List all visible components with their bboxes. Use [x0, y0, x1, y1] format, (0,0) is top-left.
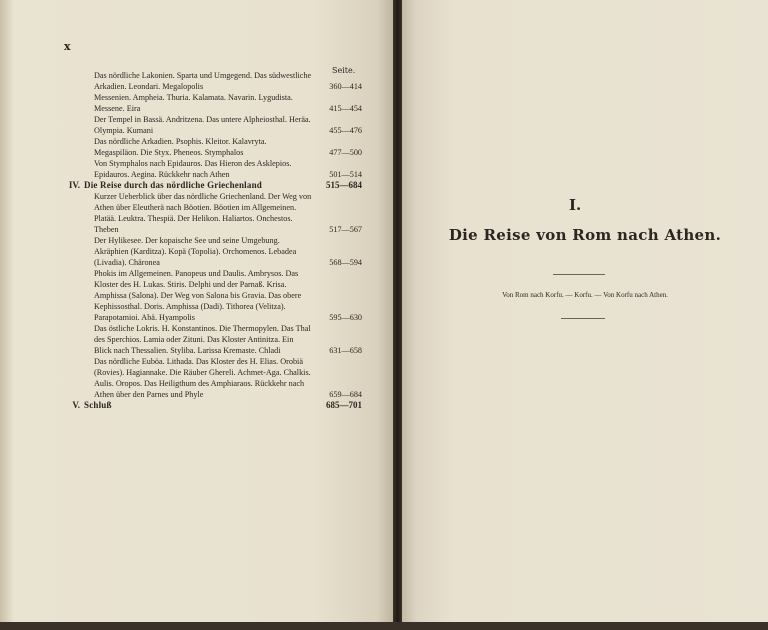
section-pages: 685—701 [326, 400, 362, 410]
divider-rule [561, 318, 605, 319]
toc-entry-pages: 455—476 [329, 126, 362, 135]
toc-entry-text: Das nördliche Lakonien. Sparta und Umgegend. Das südwestliche Arkadien. Leondari. Megalopolis [94, 71, 312, 91]
table-of-contents [50, 70, 362, 411]
right-page [402, 0, 768, 622]
section-number: IV. [68, 180, 80, 190]
toc-entry-pages: 501—514 [329, 170, 362, 179]
toc-entry [50, 323, 362, 356]
toc-entry-text: Kurzer Ueberblick über das nördliche Griechenland. Der Weg von Athen über Eleutherä nach Böotien. Böotien im Allgemeinen. Platää. Leuktra. Thespiä. Der Helikon. Haliartos. Onchestos. Theben [94, 192, 312, 234]
column-header: Seite. [332, 66, 356, 75]
toc-entry [50, 92, 362, 114]
chapter-subtitle: Von Rom nach Korfu. — Korfu. — Von Korfu nach Athen. [502, 291, 668, 299]
toc-entry [50, 158, 362, 180]
book-gutter [393, 0, 402, 630]
toc-entry-text: Messenien. Ampheia. Thuria. Kalamata. Navarin. Lygudista. Messene. Eira [94, 93, 293, 113]
toc-entry-text: Von Stymphalos nach Epidauros. Das Hieron des Asklepios. Epidauros. Aegina. Rückkehr nach Athen [94, 159, 292, 179]
section-title: Schluß [84, 400, 112, 410]
toc-entry [50, 235, 362, 268]
toc-entry-text: Der Tempel in Bassä. Andritzena. Das untere Alpheiosthal. Heräa. Olympia. Kumani [94, 115, 311, 135]
toc-entry-text: Phokis im Allgemeinen. Panopeus und Daulis. Ambrysos. Das Kloster des H. Lukas. Stiris. Delphi und der Parnaß. Krisa. Amphissa (Salona). Der Weg von Salona bis Gravia. Das obere Kephissosthal. Doris. Amphissa (Dadi). Tithorea (Velitza). Parapotamioi. Abä. Hyampolis [94, 269, 302, 322]
toc-entry-text: Der Hylikesee. Der kopaische See und seine Umgebung. Akräphien (Karditza). Kopä (Topolia). Orchomenos. Lebadea (Livadia). Chäronea [94, 236, 297, 267]
page-edge-shadow [0, 0, 14, 622]
toc-entry-pages: 631—658 [329, 346, 362, 355]
divider-rule [553, 274, 605, 275]
toc-section-iv [50, 180, 362, 191]
toc-entry-pages: 659—684 [329, 390, 362, 399]
toc-group [50, 70, 362, 180]
page-number: x [64, 40, 71, 53]
toc-entry-text: Das östliche Lokris. H. Konstantinos. Die Thermopylen. Das Thal des Sperchios. Lamia oder Zituni. Das Kloster Antinitza. Ein Blick nach Thessalien. Styliba. Larissa Kremaste. Chladi [94, 324, 311, 355]
toc-entry-pages: 477—500 [329, 148, 362, 157]
section-title: Die Reise durch das nördliche Griechenland [84, 180, 262, 190]
toc-entry [50, 191, 362, 235]
toc-entry [50, 70, 362, 92]
background-strip [0, 622, 768, 630]
toc-entry-pages: 360—414 [329, 82, 362, 91]
toc-entry [50, 136, 362, 158]
toc-section-v [50, 400, 362, 411]
toc-entry-text: Das nördliche Arkadien. Psophis. Kleitor. Kalavryta. Megaspiläon. Die Styx. Pheneos. Stymphalos [94, 137, 267, 157]
toc-entry-text: Das nördliche Euböa. Lithada. Das Kloster des H. Elias. Orobiä (Rovies). Hagiannake. Die Räuber Ghereli. Achmet-Aga. Chalkis. Aulis. Oropos. Das Heiligthum des Amphiaraos. Rückkehr nach Athen über den Parnes und Phyle [94, 357, 311, 399]
toc-entry [50, 356, 362, 400]
toc-entry [50, 114, 362, 136]
toc-group [50, 191, 362, 400]
toc-entry-pages: 415—454 [329, 104, 362, 113]
toc-entry-pages: 517—567 [329, 225, 362, 234]
chapter-number: I. [569, 196, 582, 214]
section-pages: 515—684 [326, 180, 362, 190]
toc-entry [50, 268, 362, 323]
toc-entry-pages: 568—594 [329, 258, 362, 267]
chapter-title: Die Reise von Rom nach Athen. [448, 226, 722, 244]
toc-entry-pages: 595—630 [329, 313, 362, 322]
section-number: V. [72, 400, 80, 410]
